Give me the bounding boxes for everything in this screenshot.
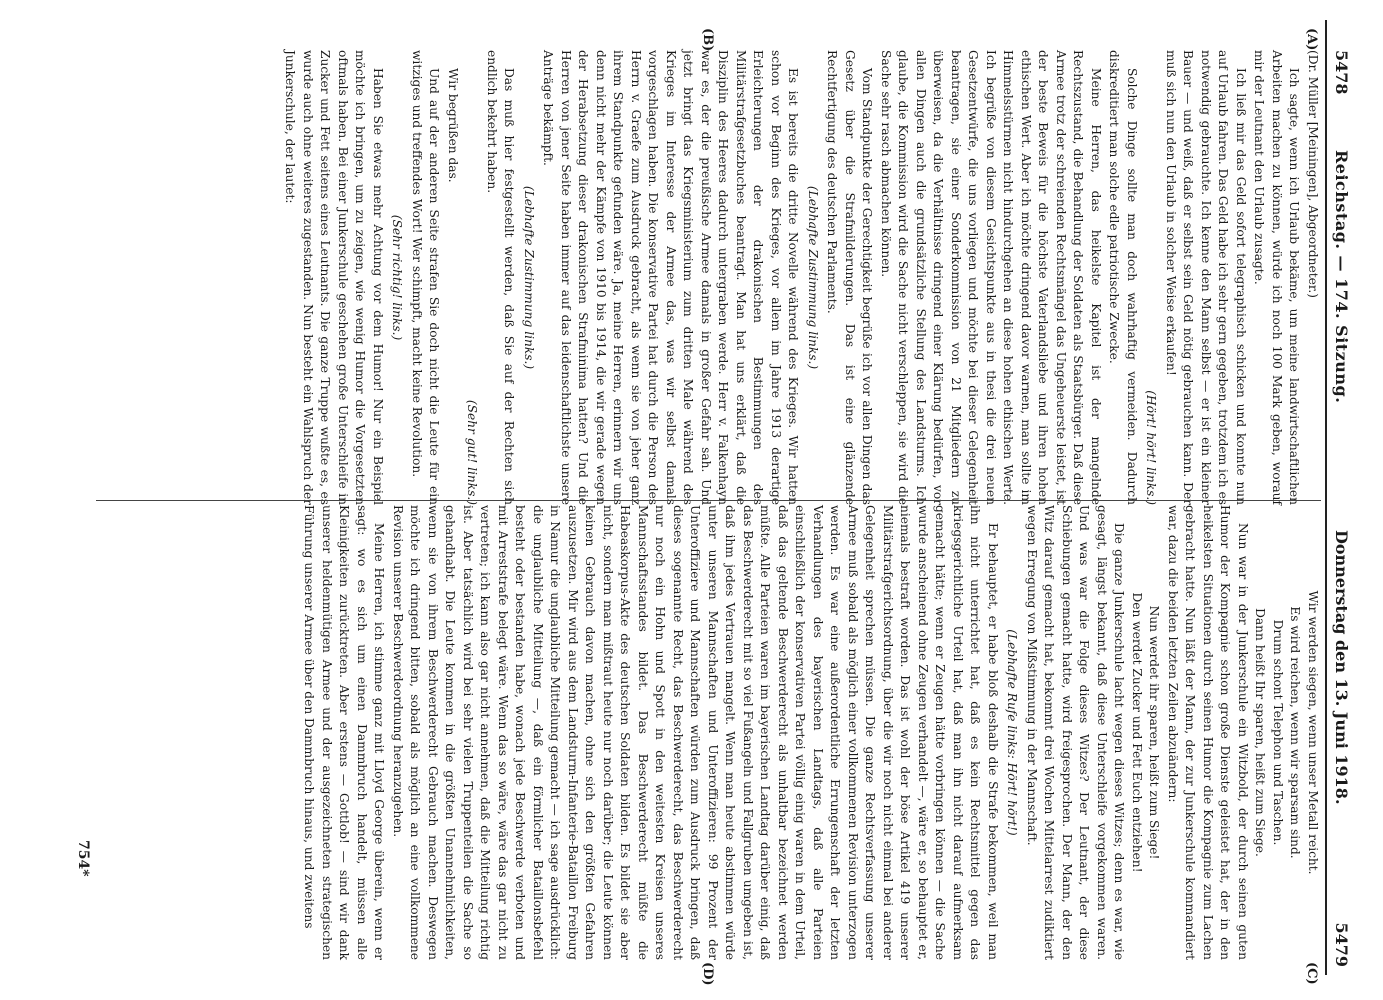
verse-line: Es wird reichen, wenn wir sparsam sind. — [1288, 606, 1303, 859]
paragraph: Er behauptet, er habe bloß deshalb die Strafe bekommen, weil man ihn nicht unterrichtet hat, daß es kein Rechtsmittel gegen das kriegsgerichtliche Urteil hat, daß man ihn nicht darauf aufmerksam gemacht hätte; wenn er Zeugen hätte vorbringen können — die Sache wurde anscheinend ohne Zeugen verhandelt —, wäre er, so behauptet er, niemals bestraft worden. Das ist wohl der böse Artikel 419 unserer Militärstrafgerichtsordnung, über die wir noch nicht einmal bei anderer Gelegenheit sprechen müssen. Die ganze Rechtsverfassung unserer Armee muß sobald als möglich einer vollkommenen Revision unterzogen werden. Es war eine außerordentliche Errungenschaft der letzten Verhandlungen des bayerischen Landtags, daß alle Parteien einschließlich der konservativen Partei völlig einig waren in dem Urteil, daß das geltende Beschwerderecht als unhaltbar bezeichnet werden müßte. Alle Parteien waren im bayerischen Landtag darüber einig, daß das Beschwerderecht mit so viel Fußangeln und Fallgruben umgeben ist, daß ihm jedes Vertrauen mangelt. Wenn man heute abstimmen würde unter unseren Mannschaften und Unteroffizieren: 99 Prozent der Unteroffiziere und Mannschaften würden zum Ausdruck bringen, daß dieses sogenannte Recht, das Beschwerderecht, das Beschwerderecht nur noch ein Hohn und Spott in den weitesten Kreisen unseres Mannschaftsstandes bildet. Das Beschwerderecht müßte die Habeaskorpus-Akte des deutschen Soldaten bilden. Es bildet sie aber nicht, sondern man mißtraut heute nur noch darüber; die Leute können keinen Gebrauch davon machen, ohne sich den größten Gefahren auszusetzen. Mir wird aus dem Landsturm-Infanterie-Bataillon Freiburg in Namur die unglaubliche Mitteilung gemacht — ich sage ausdrücklich: die unglaubliche Mitteilung —, daß ein förmlicher Bataillonsbefehl besteht oder bestanden habe, wonach jede Beschwerde verboten und mit Arreststrafe belegt wäre. Wenn das so wäre, wäre das gar nicht zu vertreten; ich kann also gar nicht annehmen, daß die Mitteilung richtig ist. Aber tatsächlich wird bei sehr vielen Truppenteilen die Sache so gehandhabt. Die Leute kommen in die größten Unannehmlichkeiten, wenn sie von ihrem Beschwerderecht Gebrauch machen. Deswegen möchte ich dringend bitten, sobald als möglich an eine vollkommene Revision unserer Beschwerdeordnung heranzugehen. — [391, 505, 1000, 960]
paragraph: Meine Herren, das heikelste Kapitel ist der mangelnde Rechtszustand, die Behandlung der Soldaten als Staatsbürger. Daß diese Armee trotz der schreienden Rechtsmängel das Ungeheuerste leistet, ist der beste Beweis für die höchste Vaterlandsliebe und ihren hohen ethischen Wert. Aber ich möchte dringend davor warnen, man sollte im Himmelsstürmen nicht hindurchgehen an diese hohen ethischen Werte. Ich begrüße von diesem Gesichtspunkte aus in thesi die drei neuen Gesetzentwürfe, die uns vorliegen und möchte bei dieser Gelegenheit beantragen, sie einer Sonderkommission von 21 Mitgliedern zu überweisen, da die Verhältnisse dringend einer Klärung bedürfen, vor allen Dingen auch die grundsätzliche Stellung des Landsturms. Ich glaube, die Kommission wird die Sache nicht verschleppen, sie wird die Sache sehr rasch abmachen können. — [879, 50, 1103, 505]
page-header — [1325, 20, 1363, 975]
sheet-signature: 754* — [75, 840, 91, 877]
speaker-line: (Dr. Müller [Meiningen], Abgeordneter.) — [1306, 50, 1320, 298]
paragraph: Es ist bereits die dritte Novelle während des Krieges. Wir hatten schon vor Beginn des Krieges, vor allem im Jahre 1913 derartige Erleichterungen der drakonischen Bestimmungen des Militärstrafgesetzbuches beantragt. Man hat uns erklärt, daß die Disziplin des Heeres dadurch untergraben werde. Herr v. Falkenhayn war es, der die preußische Armee damals in großer Gefahr sah. Und jetzt bringt das Kriegsministerium zum dritten Male während des Krieges im Interesse der Armee das, was wir selbst damals vorgeschlagen haben. Die konservative Partei hat durch die Person des Herrn v. Graefe zum Ausdruck gebracht, als wenn sie von jeher ganz ihrem Standpunkte gefunden wäre. Ja, meine Herren, erinnern wir uns denn nicht mehr der Kämpfe von 1910 bis 1914, die wir gerade wegen der Herabsetzung dieser drakonischen Strafminima hatten? Und die Herren von jener Seite haben immer auf das leidenschaftlichste unsere Anträge bekämpft. — [541, 50, 801, 505]
paragraph: Haben Sie etwas mehr Achtung vor dem Humor! Nur ein Beispiel möchte ich bringen, um zu zeigen, wie wenig Humor die Vorgesetzten oftmals haben. Bei einer Junkerschule geschehen große Unterschleife in Zucker und Fett seitens eines Leutnants. Die ganze Truppe wußte es, es wurde auch ohne weiteres zugestanden. Nun besteht ein Wahlspruch der Junkerschule, der lautet: — [283, 50, 385, 505]
interjection: (Hört! hört! links.) — [1144, 390, 1159, 505]
page-number-right: 5479 — [1332, 922, 1351, 967]
paragraph: Die ganze Junkerschule lacht wegen dieses Witzes; denn es war, wie gesagt, längst bekannt, daß diese Unterschleife vorgekommen waren. Und was war die Folge dieses Witzes? Der Leutnant, der diese Schiebungen gemacht hatte, wird freigesprochen. Der Mann, der den Witz darauf gemacht hat, bekommt drei Wochen Mittelarrest zudiktiert wegen Erregung von Mißstimmung in der Mannschaft. — [1025, 505, 1127, 960]
column-marker-a: (A) — [1304, 28, 1319, 51]
verse-line: Drum schont Telephon und Taschen. — [1271, 619, 1285, 846]
paragraph: Und auf der anderen Seite strafen Sie doch nicht die Leute für ein witziges und treffendes Wort! Wer schimpft, macht keine Revolution. — [410, 50, 442, 505]
paragraph: Wir begrüßen das. — [446, 68, 460, 183]
paragraph: Ich ließ mir das Geld sofort telegraphisch schicken und konnte nun auf Urlaub fahren. Das Geld habe ich sehr gern gegeben, trotzdem ich es notwendig gebrauchte. Ich kenne den Mann selbst — er ist ein kleiner Bauer — und weiß, daß er selbst sein Geld nötig gebrauchen kann. Der muß sich nun den Urlaub in solcher Weise erkaufen! — [1164, 50, 1248, 505]
interjection: (Lebhafte Zustimmung links.) — [806, 185, 820, 370]
page-number-left: 5478 — [1332, 50, 1351, 95]
paragraph: Solche Dinge sollte man doch wahrhaftig vermeiden. Dadurch diskreditiert man solche edle patriotische Zwecke. — [1107, 50, 1139, 505]
verse-line: Nun werdet ihr sparen, heißt zum Siege! — [1147, 605, 1162, 860]
interjection: (Sehr richtig! links.) — [390, 214, 405, 341]
column-divider — [96, 500, 1321, 501]
interjection: (Lebhafte Rufe links: Hört! hört!) — [1005, 629, 1020, 836]
verse-line: Wir werden siegen, wenn unser Metall reicht. — [1306, 590, 1320, 875]
session-date: Donnerstag den 13. Juni 1918. — [1332, 530, 1351, 805]
paragraph: Meine Herren, ich stimme ganz mit Lloyd George überein, wenn er sagt: wo es sich um einen Dammbruch handelt, müssen alle Kleinigkeiten zurücktreten. Aber erstens — Gottlob! — sind wir dank unserer heldenmütigen Armee und der ausgezeichneten strategischen Führung unserer Armee über den Dammbruch hinaus, und zweitens — [302, 505, 387, 960]
paragraph: Ich sagte, wenn ich Urlaub bekäme, um meine landwirtschaftlichen Arbeiten machen zu können, würde ich noch 100 Mark geben, worauf mir der Leutnant den Urlaub zusagte. — [1252, 50, 1302, 505]
paragraph: Vom Standpunkte der Gerechtigkeit begrüße ich vor allen Dingen das Gesetz über die Strafmilderungen. Das ist eine glänzende Rechtfertigung des deutschen Parlaments. — [825, 50, 875, 505]
interjection: (Sehr gut! links.) — [465, 399, 480, 505]
paragraph: Das muß hier festgestellt werden, daß Sie auf der Rechten sich endlich bekehrt haben. — [485, 50, 517, 505]
session-title: Reichstag. — 174. Sitzung. — [1332, 150, 1351, 404]
column-marker-c: (C) — [1304, 962, 1319, 985]
left-text-column — [96, 50, 1321, 505]
column-marker-b: (B) — [700, 28, 715, 52]
interjection: (Lebhafte Zustimmung links.) — [522, 185, 536, 370]
column-marker-d: (D) — [700, 962, 715, 986]
right-text-column — [96, 505, 1321, 960]
verse-line: Den werdet Zucker und Fett Euch entziehen! — [1130, 592, 1144, 873]
verse-line: Dann heißt Ihr sparen, heißt zum Siege. — [1253, 608, 1268, 857]
paragraph: Nun war in der Junkerschule ein Witzbold, der durch seinen guten Humor der Kompagnie schon große Dienste geleistet hat, der in den heikelsten Situationen durch seinen Humor die Kompagnie zum Lachen gebracht hatte. Nun läßt der Mann, der zur Junkerschule kommandiert war, dazu die beiden letzten Zeilen abzuändern: — [1166, 505, 1250, 960]
